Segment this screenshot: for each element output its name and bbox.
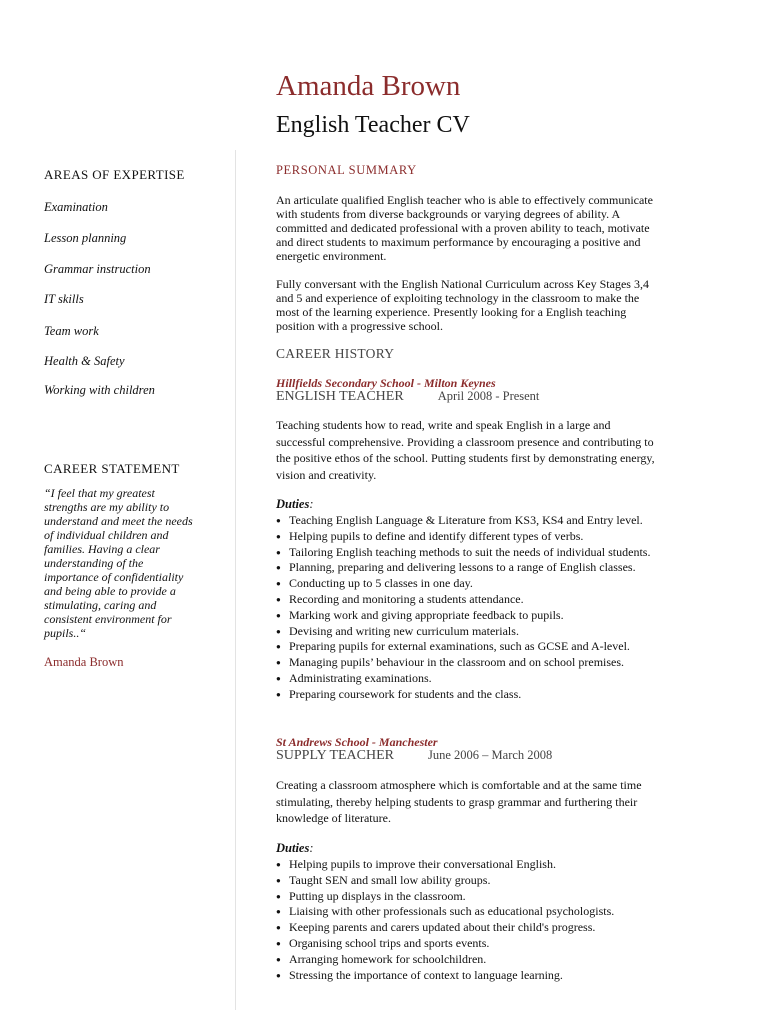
- text-line: energetic environment.: [276, 249, 387, 263]
- duty-item: ● Tailoring English teaching methods to suit the needs of individual students.: [276, 545, 716, 561]
- duties-label-text: Duties: [276, 497, 310, 511]
- career-statement: [44, 486, 219, 640]
- duty-item: ● Helping pupils to define and identify different types of verbs.: [276, 529, 716, 545]
- text-line: stimulating, thereby helping students to grasp grammar and furthering their: [276, 794, 638, 809]
- duties-label-text: Duties: [276, 841, 310, 855]
- job-role-line: [276, 389, 716, 405]
- duties-list: [276, 513, 716, 703]
- duty-item: ● Devising and writing new curriculum materials.: [276, 624, 716, 640]
- text-line: vision and creativity.: [276, 467, 377, 482]
- skill-item: IT skills: [44, 292, 84, 306]
- duties-colon: :: [309, 841, 314, 855]
- job-dates: April 2008 - Present: [437, 389, 540, 403]
- text-line: the positive ethos of the school. Putting students first by demonstrating energy,: [276, 451, 655, 465]
- statement-line: understanding of the: [44, 556, 144, 570]
- text-line: Creating a classroom atmosphere which is comfortable and at the same time: [276, 778, 642, 792]
- statement-line: stimulating, caring and: [44, 598, 157, 612]
- statement-line: consistent environment for: [44, 612, 172, 626]
- duty-item: ● Preparing pupils for external examinations, such as GCSE and A-level.: [276, 639, 716, 655]
- duty-item: ● Teaching English Language & Literature from KS3, KS4 and Entry level.: [276, 513, 716, 529]
- text-line: knowledge of literature.: [276, 811, 391, 825]
- skill-item: Lesson planning: [44, 231, 127, 245]
- duty-item: ● Administrating examinations.: [276, 671, 716, 687]
- job-title: SUPPLY TEACHER: [276, 748, 395, 763]
- statement-line: importance of confidentiality: [44, 570, 184, 584]
- statement-line: families. Having a clear: [44, 542, 160, 556]
- duty-item: ● Recording and monitoring a students attendance.: [276, 592, 716, 608]
- duty-item: ● Arranging homework for schoolchildren.: [276, 952, 716, 968]
- duty-item: ● Putting up displays in the classroom.: [276, 889, 716, 905]
- duty-item: ● Liaising with other professionals such as educational psychologists.: [276, 904, 716, 920]
- duties-label: [276, 497, 716, 512]
- duties-colon: :: [309, 497, 314, 511]
- text-line: successful comprehensive. Providing a classroom presence and contributing to: [276, 434, 654, 449]
- text-line: An articulate qualified English teacher who is able to effectively communicate: [276, 193, 653, 207]
- career-statement-heading: CAREER STATEMENT: [44, 461, 180, 476]
- duty-item: ● Stressing the importance of context to language learning.: [276, 968, 716, 984]
- duty-item: ● Keeping parents and carers updated about their child's progress.: [276, 920, 716, 936]
- skill-item: Grammar instruction: [44, 262, 151, 276]
- signature-name: Amanda Brown: [44, 655, 124, 669]
- statement-line: understand and meet the needs: [44, 514, 193, 528]
- statement-line: strengths are my ability to: [44, 500, 170, 514]
- text-line: and direct students to maximum performance by encouraging a positive and: [276, 235, 641, 249]
- text-line: and 5 and experience of exploiting technology in the classroom to make the: [276, 291, 640, 305]
- text-line: position with a progressive school.: [276, 319, 443, 333]
- duty-item: ● Conducting up to 5 classes in one day.: [276, 576, 716, 592]
- duty-item: ● Organising school trips and sports events.: [276, 936, 716, 952]
- text-line: Teaching students how to read, write and speak English in a large and: [276, 418, 611, 432]
- summary-paragraph-1: [276, 193, 716, 263]
- job-description: [276, 417, 716, 483]
- statement-line: pupils..“: [44, 626, 87, 640]
- duties-label: [276, 841, 716, 856]
- job-employer: St Andrews School - Manchester: [276, 735, 438, 749]
- skill-item: Examination: [44, 200, 108, 214]
- text-line: most of the learning experience. Presently looking for a English teaching: [276, 305, 627, 319]
- statement-line: of individual children and: [44, 528, 169, 542]
- career-history-heading: CAREER HISTORY: [276, 346, 395, 361]
- job-title: ENGLISH TEACHER: [276, 389, 404, 404]
- text-line: Fully conversant with the English National Curriculum across Key Stages 3,4: [276, 277, 649, 291]
- duty-item: ● Planning, preparing and delivering lessons to a range of English classes.: [276, 560, 716, 576]
- duty-item: ● Marking work and giving appropriate feedback to pupils.: [276, 608, 716, 624]
- duty-item: ● Helping pupils to improve their conversational English.: [276, 857, 716, 873]
- duty-item: ● Managing pupils’ behaviour in the classroom and on school premises.: [276, 655, 716, 671]
- cv-subtitle: English Teacher CV: [276, 112, 470, 138]
- job-role-line: [276, 748, 716, 764]
- statement-line: and being able to provide a: [44, 584, 176, 598]
- skill-item: Working with children: [44, 383, 155, 397]
- duties-list: [276, 857, 716, 983]
- text-line: with students from diverse backgrounds or varying degrees of ability. A: [276, 207, 621, 221]
- column-divider: [235, 150, 236, 1010]
- skill-item: Health & Safety: [44, 354, 125, 368]
- job-employer: Hillfields Secondary School - Milton Keynes: [276, 376, 496, 390]
- cv-name: Amanda Brown: [276, 70, 461, 102]
- job-dates: June 2006 – March 2008: [428, 748, 553, 762]
- duty-item: ● Preparing coursework for students and the class.: [276, 687, 716, 703]
- text-line: committed and dedicated professional with a proven ability to teach, motivate: [276, 221, 650, 235]
- summary-paragraph-2: [276, 277, 716, 333]
- expertise-heading: AREAS OF EXPERTISE: [44, 167, 185, 182]
- statement-line: “I feel that my greatest: [44, 486, 155, 500]
- duty-item: ● Taught SEN and small low ability groups.: [276, 873, 716, 889]
- personal-summary-heading: PERSONAL SUMMARY: [276, 163, 417, 177]
- skill-item: Team work: [44, 324, 99, 338]
- job-description: [276, 777, 716, 827]
